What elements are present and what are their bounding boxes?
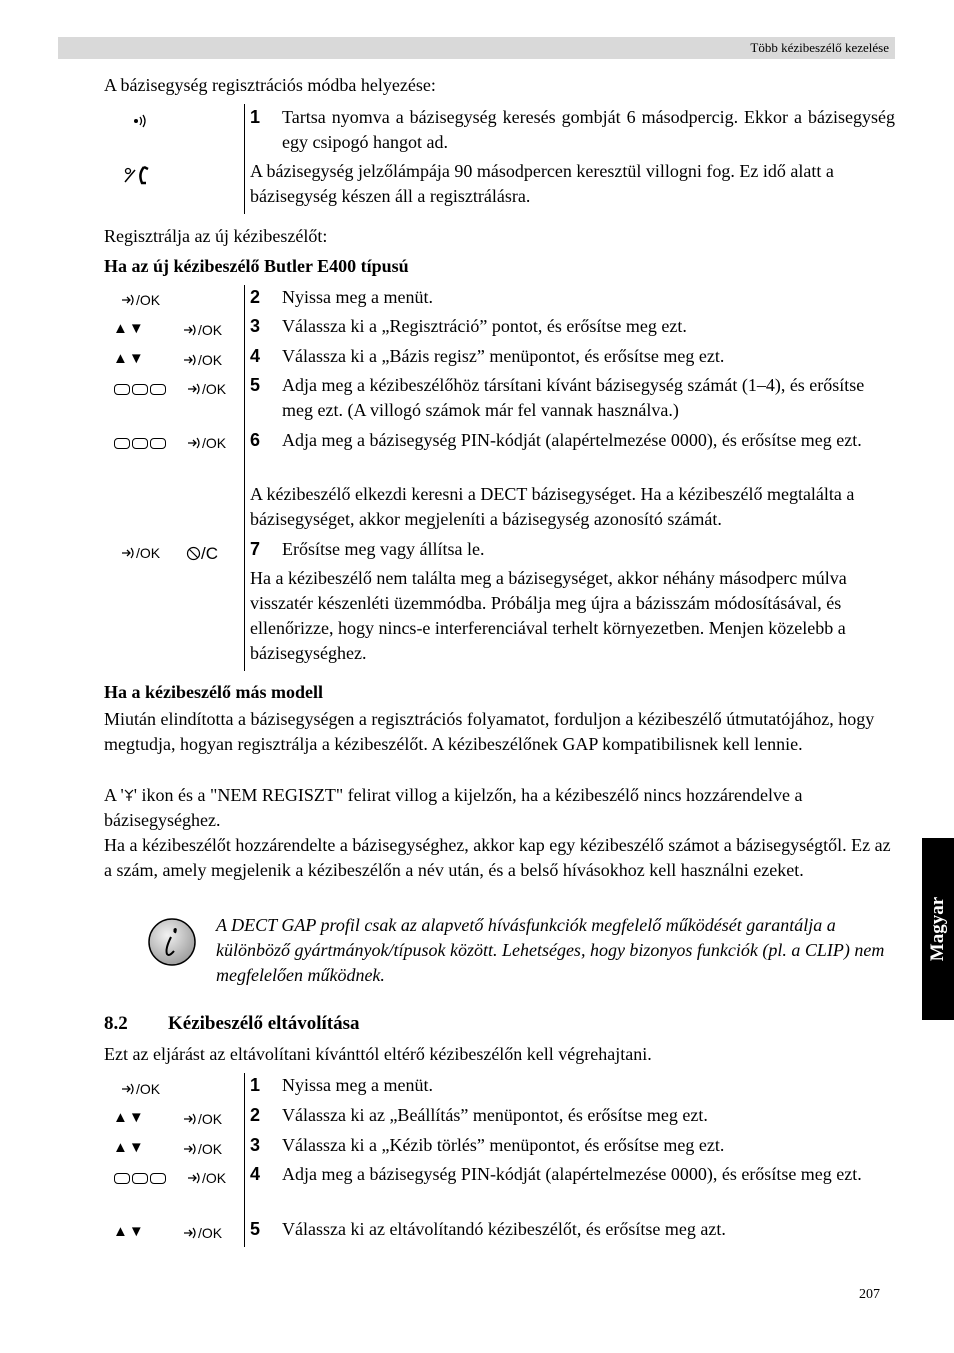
step-text: Válassza ki a „Bázis regisz” menüpontot, és erősítse meg ezt. [282, 346, 725, 366]
section-heading: 8.2 Kézibeszélő eltávolítása [104, 1013, 360, 1034]
divider-line [244, 285, 245, 671]
step-text: Erősítse meg vagy állítsa le. [282, 539, 485, 559]
step-note-text: A bázisegység jelzőlámpája 90 másodpercen keresztül villogni fog. Ez idő alatt a bázisegység készen áll a regisztrálásra. [250, 161, 834, 206]
other-model-heading: Ha a kézibeszélő más modell [104, 682, 323, 702]
step-row [250, 105, 895, 155]
step-text: Válassza ki a „Regisztráció” pontot, és erősítse meg ezt. [282, 316, 687, 336]
step-number: 7 [250, 539, 261, 559]
step-number: 1 [250, 107, 261, 127]
other-model-paragraph: A ' ' ikon és a "NEM REGISZT" felirat villog a kijelzőn, ha a kézibeszélő nincs hozzárendelve a bázisegységhez. [104, 785, 803, 830]
step-note [250, 159, 895, 209]
ok-key-icon: /OK [183, 1111, 222, 1127]
step-text: Adja meg a bázisegység PIN-kódját (alapértelmezése 0000), és erősítse meg ezt. [282, 1164, 862, 1184]
register-label: Regisztrálja az új kézibeszélőt: [104, 226, 328, 246]
step-text: Válassza ki az „Beállítás” menüpontot, és erősítse meg ezt. [282, 1105, 708, 1125]
ok-key-icon: /OK [183, 322, 222, 338]
step-number: 2 [250, 1105, 261, 1125]
ok-key-icon: /OK [187, 381, 226, 397]
divider-line [244, 1073, 245, 1247]
ok-key-icon: /OK [121, 545, 160, 561]
step-text: Adja meg a bázisegység PIN-kódját (alapértelmezése 0000), és erősítse meg ezt. [282, 430, 862, 450]
step-number: 4 [250, 1164, 261, 1184]
ok-key-icon: /OK [183, 1141, 222, 1157]
other-model-paragraph: Miután elindította a bázisegységen a regisztrációs folyamatot, forduljon a kézibeszélő útmutatójához, hogy megtudja, hogyan regisztrálja a kézibeszélőt. A kézibeszélőnek GAP kompatibilisnek kell lennie. [104, 709, 875, 754]
step-text: Tartsa nyomva a bázisegység keresés gombját 6 másodpercig. Ekkor a bázisegység egy csipogó hangot ad. [282, 107, 895, 152]
up-down-arrows-icon: ▲▼ [113, 1223, 145, 1240]
step-number: 6 [250, 430, 261, 450]
step-note-text: A kézibeszélő elkezdi keresni a DECT bázisegységet. Ha a kézibeszélő megtalálta a bázisegységet, akkor megjeleníti a bázisegység azonosító számát. [250, 484, 855, 529]
language-side-tab [922, 838, 954, 1020]
up-down-arrows-icon: ▲▼ [113, 1109, 145, 1126]
ok-key-icon: /OK [187, 1170, 226, 1186]
step-number: 4 [250, 346, 261, 366]
step-note [250, 482, 895, 532]
step-number: 3 [250, 1135, 261, 1155]
divider-line [244, 104, 245, 214]
other-model-paragraph: Ha a kézibeszélőt hozzárendelte a bázisegységhez, akkor kap egy kézibeszélő számot a bázisegységtől. Ez az a szám, amely megjelenik a kézibeszélőn a név után, és a belső hívásokhoz kell használni ezeket. [104, 835, 891, 880]
step-note [250, 566, 895, 666]
number-keys-icon [114, 438, 166, 449]
paging-button-icon [133, 113, 149, 132]
step-text: Válassza ki a „Kézib törlés” menüpontot, és erősítse meg ezt. [282, 1135, 725, 1155]
step-text: Adja meg a kézibeszélőhöz társítani kívánt bázisegység számát (1–4), és erősítse meg ezt. (A villogó számok már fel vannak használva.) [282, 375, 865, 420]
step-number: 1 [250, 1075, 261, 1095]
ok-key-icon: /OK [183, 352, 222, 368]
step-text: Nyissa meg a menüt. [282, 287, 433, 307]
step-text: Válassza ki az eltávolítandó kézibeszélőt, és erősítse meg azt. [282, 1219, 726, 1239]
step-number: 5 [250, 375, 261, 395]
cancel-key-icon: /C [186, 544, 218, 564]
step-text: Nyissa meg a menüt. [282, 1075, 433, 1095]
ok-key-icon: /OK [187, 435, 226, 451]
section-intro: Ezt az eljárást az eltávolítani kívánttól eltérő kézibeszélőn kell végrehajtani. [104, 1044, 652, 1064]
up-down-arrows-icon: ▲▼ [113, 1139, 145, 1156]
butler-heading: Ha az új kézibeszélő Butler E400 típusú [104, 256, 409, 276]
running-header [58, 37, 895, 59]
step-number: 5 [250, 1219, 261, 1239]
base-led-icon [122, 164, 156, 189]
number-keys-icon [114, 384, 166, 395]
step-number: 3 [250, 316, 261, 336]
gap-note-text: A DECT GAP profil csak az alapvető hívásfunkciók megfelelő működését garantálja a különböző gyártmányok/típusok között. Lehetséges, hogy bizonyos funkciók (pl. a CLIP) nem megfelelően működnek. [216, 915, 885, 985]
up-down-arrows-icon: ▲▼ [113, 350, 145, 367]
number-keys-icon [114, 1173, 166, 1184]
page-number: 207 [859, 1287, 880, 1302]
step-note-text: Ha a kézibeszélő nem találta meg a bázisegységet, akkor néhány másodperc múlva visszatér készenléti üzemmódba. Próbálja meg újra a bázisszám módosításával, és ellenőrizze, hogy nincs-e interferenciával terhelt környezetben. Menjen közelebb a bázisegységhez. [250, 568, 847, 663]
running-header-title: Több kézibeszélő kezelése [750, 40, 889, 55]
up-down-arrows-icon: ▲▼ [113, 320, 145, 337]
ok-key-icon: /OK [121, 1081, 160, 1097]
intro-text: A bázisegység regisztrációs módba helyezése: [104, 75, 436, 95]
ok-key-icon: /OK [121, 292, 160, 308]
step-number: 2 [250, 287, 261, 307]
antenna-icon [124, 788, 134, 802]
ok-key-icon: /OK [183, 1225, 222, 1241]
info-i-icon [147, 917, 197, 970]
language-side-tab-label: Magyar [927, 896, 948, 962]
